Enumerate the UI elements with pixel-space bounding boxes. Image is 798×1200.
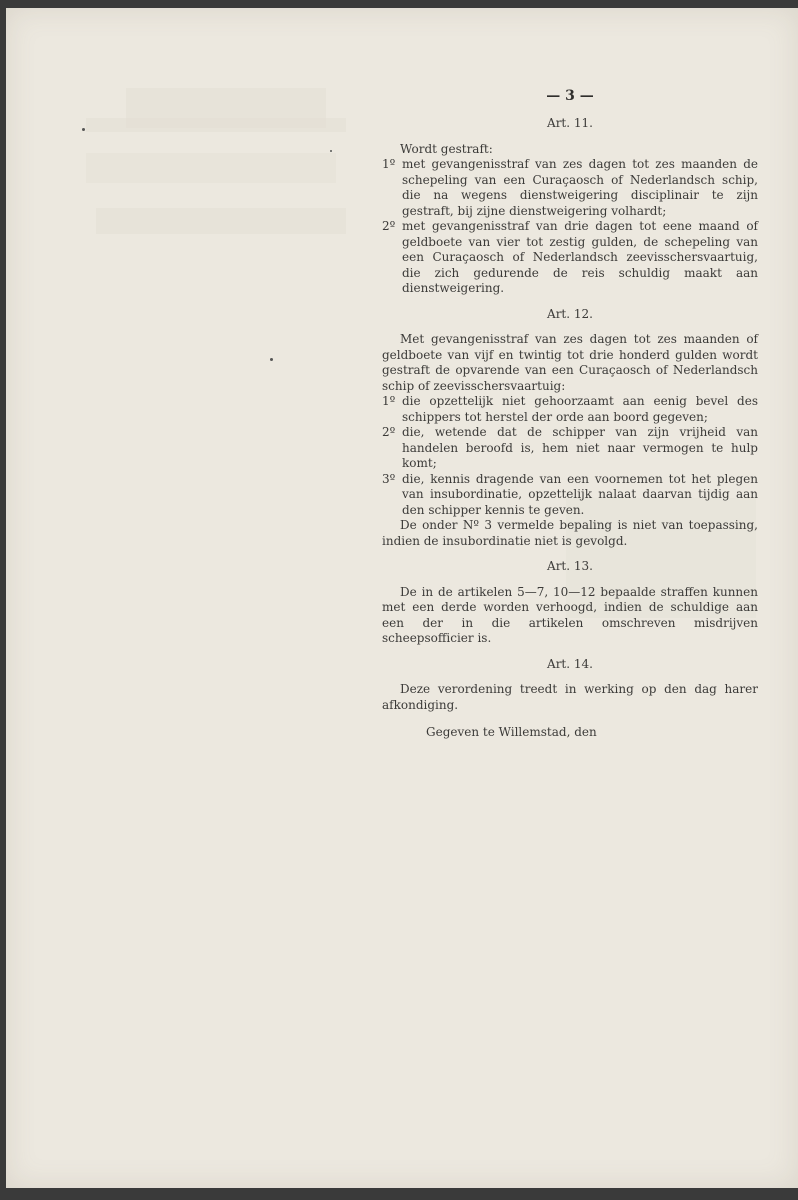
article-closing: De onder Nº 3 vermelde bepaling is niet van toepassing, indien de insubordinatie niet is gevolgd.	[382, 518, 758, 548]
show-through-block	[86, 153, 336, 183]
article-heading: Art. 14.	[547, 656, 593, 671]
item-number: 1º	[382, 157, 396, 171]
item-text: die, wetende dat de schipper van zijn vrijheid van handelen beroofd is, hem niet naar vermogen te hulp komt;	[402, 425, 758, 470]
article-text: De in de artikelen 5—7, 10—12 bepaalde straffen kunnen met een derde worden verhoogd, indien de schuldige aan een der in die artikelen omschreven misdrijven scheepsofficier is.	[382, 584, 758, 645]
speck	[270, 358, 273, 361]
article-text: Deze verordening treedt in werking op den dag harer afkondiging.	[382, 682, 758, 712]
show-through-block	[86, 118, 346, 132]
article-heading: Art. 13.	[547, 559, 593, 573]
list-item	[382, 472, 758, 519]
item-number: 2º	[382, 219, 396, 233]
speck	[82, 128, 85, 131]
document-body	[382, 112, 758, 741]
speck	[330, 150, 332, 152]
item-number: 2º	[382, 425, 396, 439]
article-heading: Art. 11.	[547, 116, 593, 130]
list-item	[382, 394, 758, 425]
list-item	[382, 219, 758, 297]
item-text: met gevangenisstraf van zes dagen tot zes maanden de schepeling van een Curaçaosch of Nederlandsch schip, die na wegens dienstweigering disciplinair te zijn gestraft, bij zijne dienstweigering volhardt;	[402, 157, 758, 218]
item-number: 1º	[382, 394, 396, 408]
article-intro: Met gevangenisstraf van zes dagen tot zes maanden of geldboete van vijf en twintig tot drie honderd gulden wordt gestraft de opvarende van een Curaçaosch of Nederlandsch schip of zeevisschersvaartuig:	[382, 332, 758, 393]
list-item	[382, 425, 758, 472]
article-intro: Wordt gestraft:	[400, 141, 493, 156]
list-item	[382, 157, 758, 219]
page-number: — 3 —	[546, 88, 594, 104]
article-heading: Art. 12.	[547, 306, 593, 321]
item-number: 3º	[382, 471, 396, 486]
show-through-block	[96, 208, 346, 234]
item-text: die, kennis dragende van een voornemen tot het plegen van insubordinatie, opzettelijk nalaat daarvan tijdig aan den schipper kennis te geven.	[402, 471, 758, 517]
item-text: die opzettelijk niet gehoorzaamt aan eenig bevel des schippers tot herstel der orde aan boord gegeven;	[402, 394, 758, 424]
item-text: met gevangenisstraf van drie dagen tot eene maand of geldboete van vier tot zestig gulden, de schepeling van een Curaçaosch of Nederlandsch zeevisschersvaartuig, die zich gedurende de reis schuldig maakt aan dienstweigering.	[402, 219, 758, 295]
given-at-line: Gegeven te Willemstad, den	[426, 725, 597, 739]
